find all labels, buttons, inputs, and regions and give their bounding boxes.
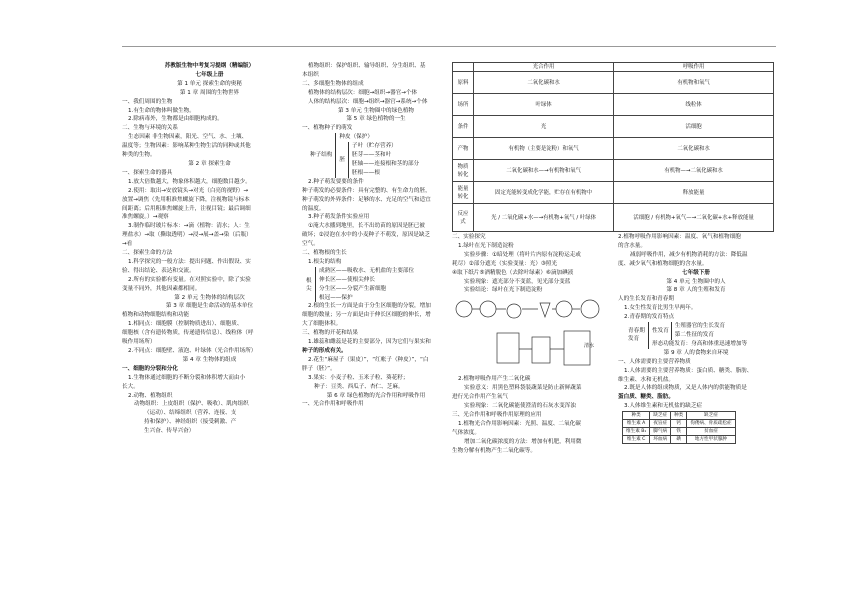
text-line: 实验步骤：①暗处理（将叶片内原有淀粉运走或 bbox=[464, 251, 581, 258]
table-cell: 光 / 二氧化碳+水—→有机物+氧气 / 叶绿体 bbox=[474, 204, 614, 232]
table-row bbox=[453, 204, 774, 232]
unit-heading: 第 2 单元 生物体的结构层次 bbox=[174, 294, 245, 301]
text-line: 持和保护）、神经组织（接受刺激、产 bbox=[144, 419, 237, 426]
puberty-item: 生殖器官的生长发育 bbox=[674, 323, 726, 330]
table-row bbox=[453, 72, 774, 94]
text-line: 植物组织：保护组织、输导组织、分生组织、基 bbox=[308, 63, 426, 69]
seed-item: 胚芽——茎和叶 bbox=[352, 152, 392, 159]
header-rule bbox=[122, 46, 776, 47]
puberty-bracket bbox=[648, 322, 747, 349]
grade-heading: 七年级上册 bbox=[195, 71, 224, 78]
text-line: 2.花生“麻屋子（果皮）”，“红帐子（种皮）”，“白 bbox=[308, 356, 429, 363]
table-header: 种类 bbox=[671, 412, 687, 420]
section-heading: 二、实验探究 bbox=[452, 234, 486, 240]
experiment-block bbox=[452, 233, 614, 456]
section-heading: 一、我们周围的生物 bbox=[122, 98, 173, 105]
table-cell: 铁 bbox=[671, 428, 687, 436]
seed-item: 胚轴——连接根和茎的部分 bbox=[352, 160, 420, 167]
text-line: 吸作用场所） bbox=[122, 339, 156, 346]
table-cell: 光 bbox=[474, 116, 614, 138]
text-line: 验、得出结论、表达和交流。 bbox=[122, 267, 195, 274]
section-heading: 一、探索生命的器具 bbox=[122, 169, 173, 176]
table-row bbox=[623, 420, 736, 428]
text-line: （运动）、结缔组织（营养、连接、支 bbox=[144, 410, 237, 417]
column-1 bbox=[122, 62, 297, 436]
experiment-figure bbox=[452, 295, 610, 375]
text-line: 1.绿叶在光下制造淀粉 bbox=[458, 242, 514, 249]
chapter-heading: 第 5 章 绿色植物的一生 bbox=[346, 116, 406, 123]
table-cell: 二氧化碳和水 bbox=[474, 72, 614, 94]
table-row bbox=[623, 428, 736, 436]
root-item: 分生区——分裂产生新细胞 bbox=[319, 285, 387, 292]
text-line: 1.女生性发育比男生早两年。 bbox=[624, 305, 697, 312]
table-cell: 有机物—→二氧化碳和水 bbox=[614, 160, 774, 182]
root-item: 根冠——保护 bbox=[319, 294, 353, 301]
text-line: 种子的形成有关。 bbox=[302, 348, 347, 354]
sexual-development-label: 性发育 bbox=[652, 327, 669, 334]
section-heading: 二、多细胞生物体的组成 bbox=[302, 80, 364, 87]
text-line: 生物分解有机物产生二氧化碳等。 bbox=[452, 447, 536, 454]
table-cell: 钙 bbox=[671, 420, 687, 428]
seed-structure-diagram bbox=[310, 133, 450, 178]
text-line: 2.所有的实验都有变量。在对照实验中，除了实验 bbox=[128, 276, 251, 283]
column-2 bbox=[302, 62, 450, 409]
puberty-label: 青春期发育 bbox=[628, 327, 645, 343]
text-line: 1.根尖的结构 bbox=[308, 258, 342, 265]
column-3 bbox=[452, 62, 774, 456]
table-header: 呼吸作用 bbox=[614, 63, 774, 72]
chapter-heading: 第 4 章 生物体的组成 bbox=[182, 356, 237, 363]
table-cell: 维生素 C bbox=[623, 436, 650, 444]
text-line: →看 bbox=[122, 241, 133, 248]
text-line: 度、减少氧气和植物细胞的含水量。 bbox=[618, 260, 708, 267]
text-line: 准焦螺旋。）→观察 bbox=[122, 214, 169, 221]
text-line: 增加二氧化碳浓度的方法：增加有机肥，利用微 bbox=[464, 438, 582, 445]
table-header: 种类 bbox=[623, 412, 650, 420]
root-item: 伸长区——使根尖伸长 bbox=[319, 276, 375, 283]
table-row bbox=[623, 412, 736, 420]
section-heading: 一、植物种子的萌发 bbox=[302, 125, 353, 132]
text-line: 实验意义：用黑色塑料袋装蔬菜是防止新鲜蔬菜 bbox=[464, 385, 582, 392]
experiment-illustration bbox=[452, 295, 610, 375]
text-line: 1.人体需要的主要营养物质：蛋白质、糖类、脂肪、 bbox=[624, 367, 753, 374]
text-line: 生态因素 非生物因素，阳光、空气、水、土壤、 bbox=[128, 134, 248, 141]
text-line: 实验现象：二氧化碳能使澄清的石灰水变浑浊 bbox=[464, 403, 576, 410]
text-line: 2.动物、植物组织 bbox=[128, 392, 173, 399]
text-line: 实验结论：绿叶在光下制造淀粉 bbox=[464, 287, 543, 294]
table-cell: 活细胞 / 有机物+氧气—→二氧化碳+水+释放能量 bbox=[614, 204, 774, 232]
unit-heading: 第 4 单元 生物圈中的人 bbox=[666, 278, 726, 285]
table-cell: 坏血病 bbox=[650, 436, 671, 444]
table-cell: 碘 bbox=[671, 436, 687, 444]
table-row bbox=[453, 160, 774, 182]
table-row bbox=[453, 116, 774, 138]
table-cell: 二氧化碳和水—→有机物和氧气 bbox=[474, 160, 614, 182]
table-header: 光合作用 bbox=[474, 63, 614, 72]
table-cell: 夜盲症 bbox=[650, 420, 671, 428]
text-line: 空气。 bbox=[302, 241, 319, 248]
section-heading: 三、植物的开花和结果 bbox=[302, 330, 358, 337]
puberty-item: 第二性征的发育 bbox=[674, 331, 714, 338]
text-line: 蛋白质、糖类、脂肪。 bbox=[618, 394, 674, 401]
unit-heading: 第 3 单元 生物圈中的绿色植物 bbox=[337, 107, 415, 114]
text-line: 温度等；生物因素：影响某种生物生活的同种或其他 bbox=[122, 143, 251, 150]
sexual-development-bracket bbox=[671, 322, 725, 340]
table-row bbox=[453, 138, 774, 160]
text-line: 2.不同点：细胞壁、液泡、叶绿体（光合作用场所） bbox=[128, 348, 257, 354]
unit-heading: 第 1 单元 探索生命的奥秘 bbox=[177, 80, 242, 87]
table-cell: 维生素 B₁ bbox=[623, 428, 650, 436]
text-line: 种子萌发的外界条件：足够的水、充足的空气和适宜 bbox=[302, 196, 431, 203]
row-label: 物质转化 bbox=[453, 160, 474, 182]
chapter-heading: 第 6 章 绿色植物的光合作用和呼吸作用 bbox=[326, 392, 426, 399]
root-bracket bbox=[315, 267, 414, 303]
section-heading: 二、探索生命的方法 bbox=[122, 250, 173, 257]
text-line: 生兴奋、传导兴奋） bbox=[144, 428, 195, 435]
chapter-heading: 第 8 章 人的生殖和发育 bbox=[666, 287, 726, 294]
text-line: 种类的生物。 bbox=[122, 152, 156, 159]
table-cell: 地方性甲状腺肿 bbox=[687, 436, 735, 444]
figure-label: 清水 bbox=[584, 343, 595, 350]
text-line: 3.种子萌发条件实验应用 bbox=[308, 214, 370, 221]
text-line: 2.植物呼吸作用产生二氧化碳 bbox=[458, 376, 531, 383]
row-label: 反应式 bbox=[453, 204, 474, 232]
seed-label: 种子结构 bbox=[310, 152, 333, 159]
text-line: ④取下纸片⑤酒精脱色（去除叶绿素）⑥滴加碘液 bbox=[452, 269, 574, 276]
row-label: 场所 bbox=[453, 94, 474, 116]
table-row bbox=[453, 94, 774, 116]
table-header: 缺乏症 bbox=[687, 412, 735, 420]
table-cell: 维生素 A bbox=[623, 420, 650, 428]
embryo-label: 胚 bbox=[339, 156, 345, 163]
text-line: 胖子（胚）”。 bbox=[302, 365, 336, 372]
section-heading: 二、植物根的生长 bbox=[302, 250, 347, 257]
puberty-item: 形态功能发育：身高和体重迅速增加等 bbox=[652, 340, 748, 347]
text-line: 人的生长发育和青春期 bbox=[618, 296, 674, 303]
text-line: 种子：豆类、西瓜子、杏仁、芝麻。 bbox=[314, 383, 404, 390]
chapter-heading: 第 1 章 周围的生物世界 bbox=[179, 89, 240, 96]
text-line: 的温度。 bbox=[302, 205, 325, 212]
column-3-lower bbox=[452, 233, 774, 456]
text-line: 1.植物光合作用影响因素：光照、温度、二氧化碳 bbox=[458, 420, 581, 427]
text-line: 植物体的结构层次：细胞→组织→器官→个体 bbox=[308, 89, 418, 96]
table-cell: 线粒体 bbox=[614, 94, 774, 116]
row-label: 产物 bbox=[453, 138, 474, 160]
text-line: 动物组织：上皮组织（保护、吸收）、肌肉组织 bbox=[134, 401, 249, 408]
grade7-lower-block bbox=[618, 233, 774, 456]
chapter-heading: 第 9 章 人的食物来自环境 bbox=[663, 349, 729, 356]
table-header: 缺乏症 bbox=[650, 412, 671, 420]
text-line: 人体的结构层次：细胞→组织→器官→系统→个体 bbox=[308, 98, 428, 105]
text-line: 细胞的数量；另一方面是由于伸长区细胞的伸长，增 bbox=[302, 312, 431, 319]
text-line: 1.有生命的物体叫做生物。 bbox=[128, 107, 195, 114]
chapter-heading: 第 3 章 细胞是生命活动的基本单位 bbox=[165, 303, 254, 310]
vitamin-deficiency-table bbox=[622, 411, 736, 444]
text-line: 2.使用：取出→安放镜头→对光（白亮的视野）→ bbox=[128, 187, 249, 194]
text-line: 种子萌发的必要条件：具有完整的、有生命力的胚， bbox=[302, 187, 431, 194]
text-line: 细胞核（含有遗传物质，传递遗传信息）、线粒体（呼 bbox=[122, 330, 254, 337]
text-line: 耗尽）②部分遮光（实验变量：光）③照光 bbox=[452, 260, 558, 267]
root-item: 成熟区——吸收水、无机盐的主要部位 bbox=[319, 267, 415, 274]
text-line: 进行光合作用产生氧气 bbox=[452, 394, 508, 401]
puberty-diagram bbox=[628, 322, 774, 349]
text-line: 1.科学探究的一般方法：提出问题、作出假设、实 bbox=[128, 258, 251, 265]
text-line: 间距离；后用粗准焦螺旋上升，注视目镜；最后调细 bbox=[122, 205, 251, 212]
text-line: 减弱呼吸作用，减少有机物消耗的方法：降低温 bbox=[630, 251, 748, 258]
section-heading: 一、光合作用和呼吸作用 bbox=[302, 401, 364, 408]
text-line: 2.根的生长一方面是由于分生区细胞的分裂，增加 bbox=[308, 303, 431, 310]
table-cell: 有机物和氧气 bbox=[614, 72, 774, 94]
text-line: 变量不同外，其他因素都相同。 bbox=[122, 285, 201, 292]
text-line: 1.生物体通过细胞的不断分裂和体积增大而由小 bbox=[128, 374, 246, 381]
seed-item: 胚根——根 bbox=[352, 169, 380, 176]
table-row bbox=[623, 436, 736, 444]
text-line: 植物和动物细胞结构和功能 bbox=[122, 312, 190, 319]
table-cell: 贫血症 bbox=[687, 428, 735, 436]
row-label: 条件 bbox=[453, 116, 474, 138]
text-line: 1.相同点：细胞膜（控制物质进出）、细胞质、 bbox=[128, 321, 243, 328]
table-cell: 叶绿体 bbox=[474, 94, 614, 116]
text-line: 大了细胞体积。 bbox=[302, 321, 342, 328]
text-line: 气体浓度。 bbox=[452, 429, 480, 436]
text-line: 2.种子萌发要要的条件 bbox=[308, 178, 364, 185]
seed-item: 子叶（贮存营养） bbox=[352, 143, 397, 150]
text-line: 破坏；②浸泡在水中的小麦种子不萌发，原因是缺乏 bbox=[302, 232, 431, 239]
text-line: ①淹大水播到地里，长不出幼苗的原因是胚已被 bbox=[308, 223, 425, 230]
text-line: 3.果实：小麦子粒、玉米子粒、葵花籽； bbox=[308, 374, 409, 381]
table-row bbox=[453, 182, 774, 204]
text-line: 本组织 bbox=[302, 71, 319, 78]
table-cell: 固定光能转变成化学能，贮存在有机物中 bbox=[474, 182, 614, 204]
text-line: 实验现象：遮光部分不变蓝，见光部分变蓝 bbox=[464, 278, 571, 285]
section-heading: 三、光合作用和呼吸作用原理的应用 bbox=[452, 411, 542, 418]
text-line: 2.青春期的发育特点 bbox=[624, 314, 675, 321]
root-tip-diagram bbox=[306, 267, 450, 303]
table-cell: 活细胞 bbox=[614, 116, 774, 138]
section-heading: 一、细胞的分裂和分化 bbox=[122, 365, 178, 372]
plant-pot-1 bbox=[456, 301, 472, 317]
table-cell: 有机物（主要是淀粉）和氧气 bbox=[474, 138, 614, 160]
table-cell: 脚气病 bbox=[650, 428, 671, 436]
table-cell: 释放能量 bbox=[614, 182, 774, 204]
table-cell: 二氧化碳和水 bbox=[614, 138, 774, 160]
doc-title: 苏教版生物中考复习提纲（精编版） bbox=[164, 63, 255, 69]
section-heading: 二、生物与环境的关系 bbox=[122, 125, 178, 132]
root-tip-label: 根尖 bbox=[306, 277, 312, 292]
text-line: 1.放大倍数越大，物象体积越大，细胞数目越少。 bbox=[128, 178, 251, 185]
plant-pot-2 bbox=[480, 301, 496, 317]
seed-bracket bbox=[335, 133, 419, 178]
text-line: 1.雄蕊和雌蕊是花的主要部分，因为它们与果实和 bbox=[308, 339, 431, 346]
text-line: 2.除病毒外，生物都是由细胞构成的。 bbox=[128, 116, 223, 123]
text-line: 2.既是人体的组成物质，又是人体内的供能物质是 bbox=[624, 385, 747, 392]
text-line: 2.植物呼吸作用影响因素：温度、氧气和植物细胞 bbox=[618, 234, 741, 240]
text-line: 3.人体维生素和无机盐的缺乏症 bbox=[624, 403, 703, 410]
text-line: 3.制作临时玻片标本：→滴（植物：清水；人：生 bbox=[128, 223, 250, 230]
section-heading: 一、人体需要的主要营养物质 bbox=[618, 358, 691, 365]
row-label: 能量转化 bbox=[453, 182, 474, 204]
text-line: 理盐水）→取（撕取透明）→浸→展→盖→染（后瓶） bbox=[122, 232, 252, 239]
table-header bbox=[453, 63, 474, 72]
comparison-table bbox=[452, 62, 774, 232]
text-line: 长大。 bbox=[122, 383, 139, 390]
embryo-bracket bbox=[348, 142, 419, 178]
row-label: 原料 bbox=[453, 72, 474, 94]
seed-item: 种皮（保护） bbox=[339, 134, 373, 141]
table-cell: 佝偻病、骨质疏松症 bbox=[687, 420, 735, 428]
text-line: 放置→调焦（先用粗准焦螺旋下降，注视物镜与标本 bbox=[122, 196, 250, 203]
text-line: 维生素、水和无机盐。 bbox=[618, 376, 674, 383]
text-line: 的含水量。 bbox=[618, 242, 646, 249]
grade-heading: 七年级下册 bbox=[682, 269, 710, 276]
chapter-heading: 第 2 章 探索生命 bbox=[188, 160, 231, 167]
